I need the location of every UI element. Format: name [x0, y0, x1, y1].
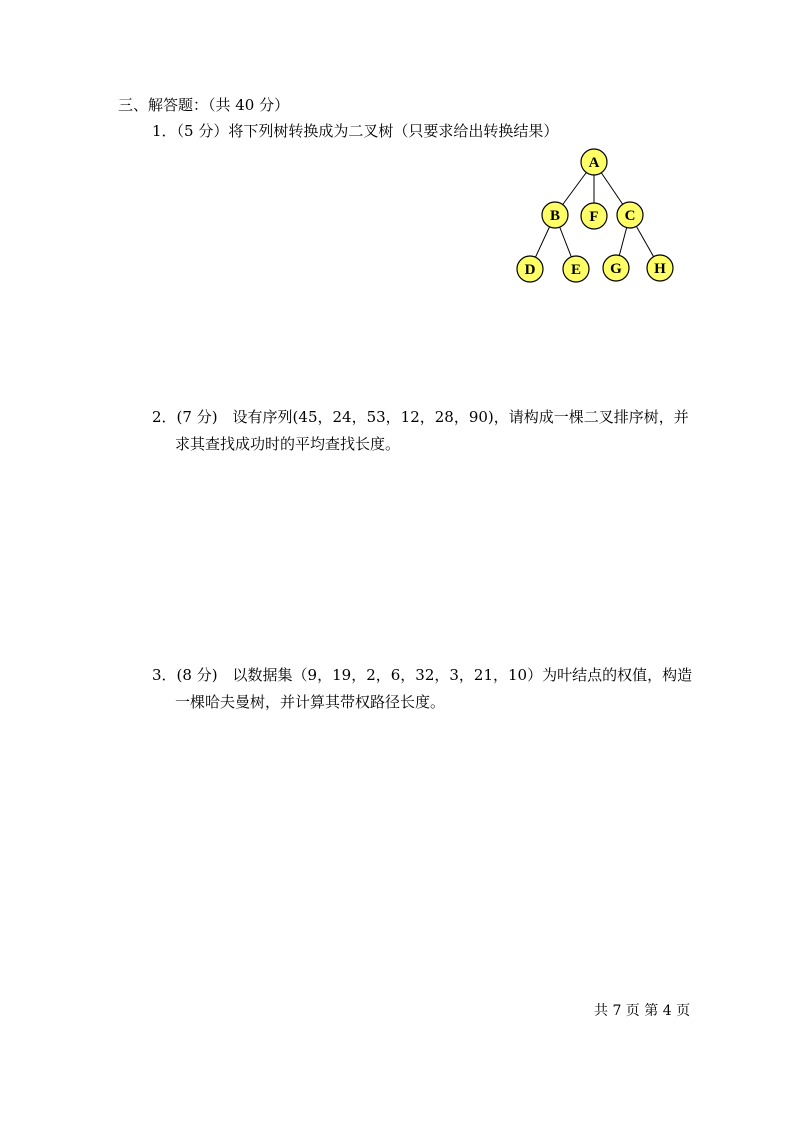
tree-node-d: [517, 256, 543, 282]
svg-text:A: A: [588, 155, 600, 171]
svg-text:G: G: [610, 261, 622, 277]
svg-text:E: E: [570, 262, 582, 278]
question-2-text: 2．(7 分) 设有序列(45，24，53，12，28，90)，请构成一棵二叉排序树，并: [152, 408, 689, 426]
svg-text:B: B: [549, 208, 561, 224]
tree-node-g: [603, 255, 629, 281]
tree-node-b: [542, 202, 568, 228]
page-footer: 共 7 页 第 4 页: [594, 1003, 691, 1019]
svg-text:D: D: [524, 262, 536, 278]
tree-node-c: [617, 202, 643, 228]
svg-text:H: H: [654, 261, 666, 277]
svg-text:F: F: [589, 209, 599, 225]
question-1-text: 1．（5 分）将下列树转换成为二叉树（只要求给出转换结果）: [152, 122, 559, 140]
tree-node-f: [581, 203, 607, 229]
tree-diagram: [500, 140, 710, 290]
tree-node-e: [563, 256, 589, 282]
svg-text:C: C: [624, 208, 636, 224]
section-heading: 三、解答题：（共 40 分）: [118, 96, 290, 114]
question-3-text-continued: 一棵哈夫曼树，并计算其带权路径长度。: [175, 693, 446, 711]
tree-node-h: [647, 255, 673, 281]
question-3-text: 3．(8 分) 以数据集（9，19，2，6，32，3，21，10）为叶结点的权值，构造: [152, 666, 693, 684]
tree-node-a: [581, 149, 607, 175]
question-2-text-continued: 求其查找成功时的平均查找长度。: [175, 435, 401, 453]
